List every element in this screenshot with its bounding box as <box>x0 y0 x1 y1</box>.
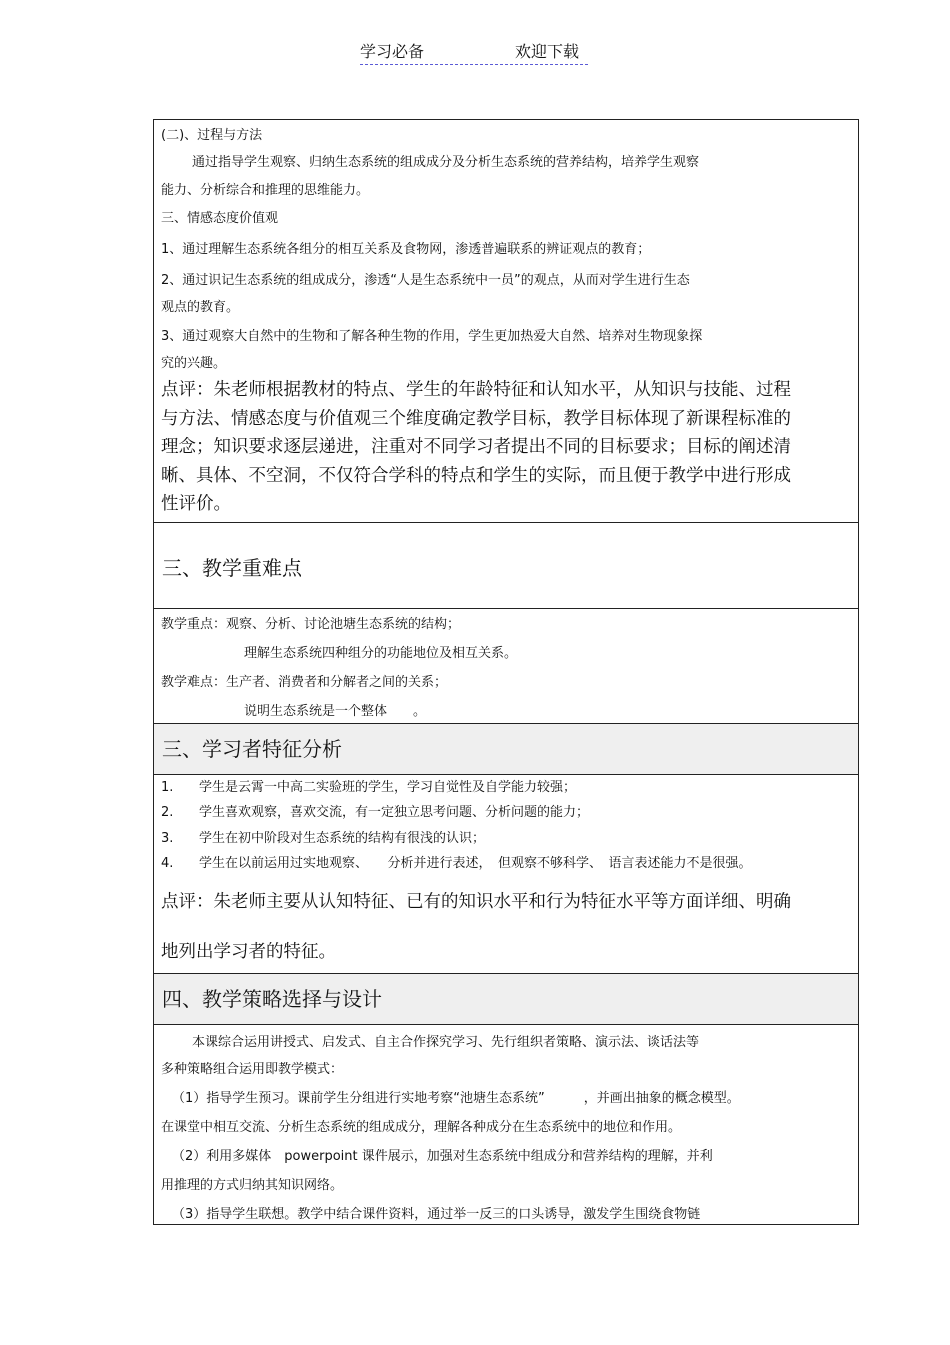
key-point-1: 教学重点：观察、分析、讨论池塘生态系统的结构； <box>161 617 461 632</box>
strategy-para-3a: （2）利用多媒体 powerpoint 课件展示，加强对生态系统中组成分和营养结构的理解，并利 <box>172 1149 713 1164</box>
comment-line-2: 与方法、情感态度与价值观三个维度确定教学目标，教学目标体现了新课程标准的 <box>161 408 791 429</box>
values-item-2a: 2、通过识记生态系统的组成成分，渗透“人是生态系统中一员”的观点，从而对学生进行生态 <box>161 273 690 288</box>
key-points-heading: 三、教学重难点 <box>162 556 302 580</box>
learners-heading-cell <box>154 723 858 774</box>
strategy-para-1b: 多种策略组合运用即教学模式： <box>161 1062 344 1077</box>
process-heading: (二)、过程与方法 <box>161 128 263 143</box>
strategy-heading: 四、教学策略选择与设计 <box>162 987 382 1011</box>
key-point-2: 理解生态系统四种组分的功能地位及相互关系。 <box>244 646 518 661</box>
learners-cell <box>154 774 858 973</box>
strategy-para-4a: （3）指导学生联想。教学中结合课件资料，通过举一反三的口头诱导，激发学生围绕食物链 <box>172 1207 701 1222</box>
key-points-heading-cell <box>154 522 858 608</box>
values-heading: 三、情感态度价值观 <box>161 211 279 226</box>
comment-line-1: 点评：朱老师根据教材的特点、学生的年龄特征和认知水平，从知识与技能、过程 <box>161 380 791 400</box>
header-right-text: 欢迎下载 <box>515 42 580 61</box>
strategy-para-2b: 在课堂中相互交流、分析生态系统的组成成分，理解各种成分在生态系统中的地位和作用。 <box>161 1120 682 1135</box>
strategy-para-2a: （1）指导学生预习。课前学生分组进行实地考察“池塘生态系统” ，并画出抽象的概念模型。 <box>172 1091 740 1106</box>
comment-line-4: 晰、具体、不空洞，不仅符合学科的特点和学生的实际，而且便于教学中进行形成 <box>161 465 791 486</box>
objectives-cell <box>154 120 858 522</box>
learners-comment-2: 地列出学习者的特征。 <box>161 942 336 962</box>
key-points-cell <box>154 608 858 723</box>
process-line-2: 能力、分析综合和推理的思维能力。 <box>161 183 370 198</box>
learner-item-4: 4. 学生在以前运用过实地观察、 分析并进行表述， 但观察不够科学、 语言表述能力不是很强。 <box>161 856 752 871</box>
difficulty-1: 教学难点：生产者、消费者和分解者之间的关系； <box>161 675 448 690</box>
process-line-1: 通过指导学生观察、归纳生态系统的组成成分及分析生态系统的营养结构，培养学生观察 <box>192 155 700 170</box>
strategy-para-3b: 用推理的方式归纳其知识网络。 <box>161 1178 344 1193</box>
values-item-1: 1、通过理解生态系统各组分的相互关系及食物网，渗透普遍联系的辨证观点的教育； <box>161 242 651 257</box>
values-item-2b: 观点的教育。 <box>161 300 240 315</box>
learner-item-3: 3. 学生在初中阶段对生态系统的结构有很浅的认识； <box>161 831 486 846</box>
comment-line-5: 性评价。 <box>161 494 231 514</box>
learner-item-2: 2. 学生喜欢观察，喜欢交流，有一定独立思考问题、分析问题的能力； <box>161 805 590 820</box>
strategy-heading-cell <box>154 973 858 1024</box>
strategy-cell <box>154 1024 858 1224</box>
values-item-3b: 究的兴趣。 <box>161 356 227 371</box>
learners-heading: 三、学习者特征分析 <box>162 737 342 761</box>
header-left-text: 学习必备 <box>360 42 425 61</box>
learner-item-1: 1. 学生是云霄一中高二实验班的学生，学习自觉性及自学能力较强； <box>161 780 577 795</box>
lesson-plan-table <box>153 119 859 1225</box>
page-header <box>360 40 588 65</box>
difficulty-2: 说明生态系统是一个整体 。 <box>244 704 427 719</box>
comment-line-3: 理念；知识要求逐层递进，注重对不同学习者提出不同的目标要求；目标的阐述清 <box>161 437 791 457</box>
learners-comment-1: 点评：朱老师主要从认知特征、已有的知识水平和行为特征水平等方面详细、明确 <box>161 892 791 912</box>
values-item-3a: 3、通过观察大自然中的生物和了解各种生物的作用，学生更加热爱大自然、培养对生物现象探 <box>161 329 703 344</box>
strategy-para-1a: 本课综合运用讲授式、启发式、自主合作探究学习、先行组织者策略、演示法、谈话法等 <box>192 1035 700 1050</box>
